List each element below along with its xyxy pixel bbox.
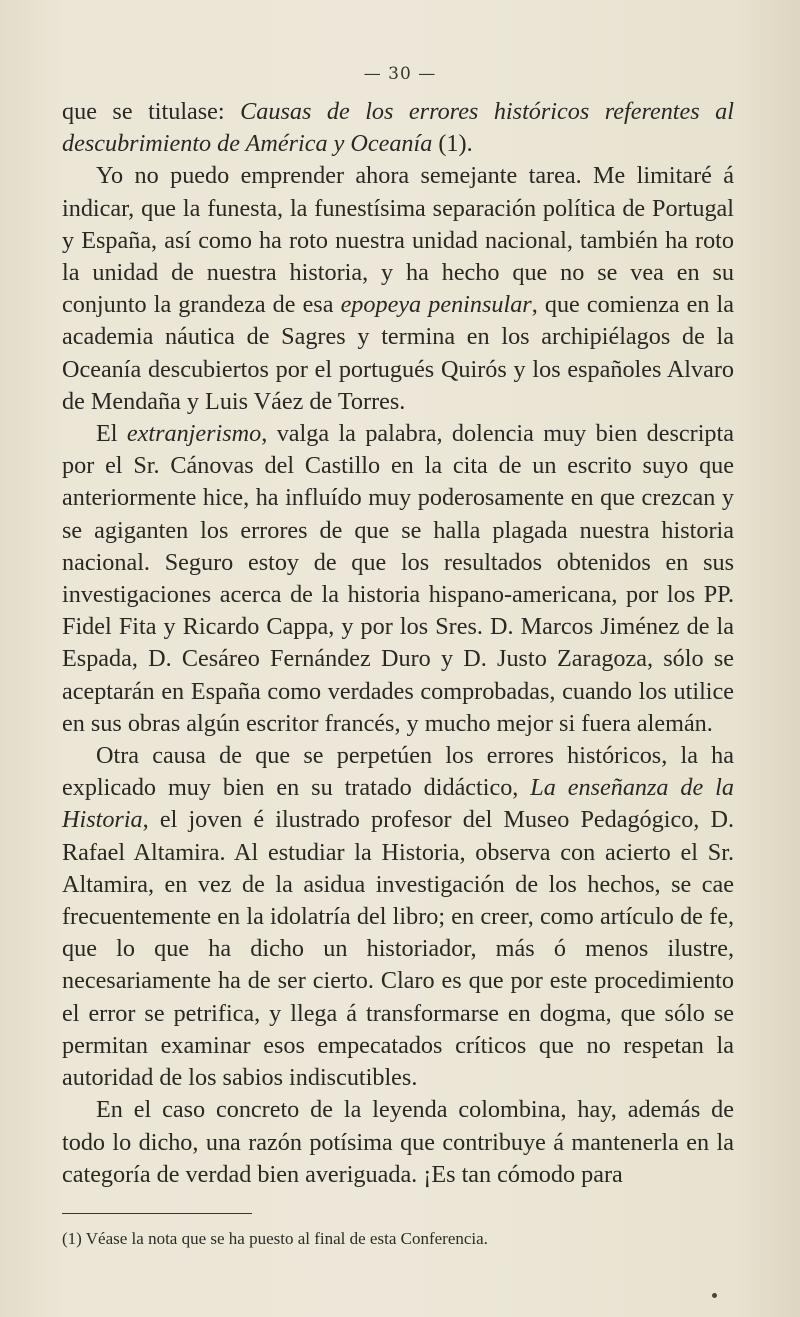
- text-run: , que comienza en la academia náutica de Sagres y termina en los archipiélagos de la Oceanía descubiertos por el portugués Quirós y los españoles Alvaro de Mendaña y Luis Váez de Torres.: [62, 291, 735, 415]
- text-run: , valga la palabra, dolencia muy bien descripta por el Sr. Cánovas del Castillo en la cita de un escrito suyo que anteriormente hice, ha influído muy poderosamente en que crezcan y se agiganten los errores de que se halla plagada nuestra historia nacional. Seguro estoy de que los resultados obtenidos en sus investigaciones acerca de la historia hispano-americana, por los PP. Fidel Fita y Ricardo Cappa, y por los Sres. D. Marcos Jiménez de la Espada, D. Cesáreo Fernández Duro y D. Justo Zaragoza, sólo se aceptarán en España como verdades comprobadas, cuando los utilice en sus obras algún escritor francés, y mucho mejor si fuera alemán.: [62, 420, 734, 737]
- text-run: El: [96, 420, 127, 448]
- text-run: Otra causa de que se perpetúen los errores históricos, la ha explicado muy bien en su tratado didáctico,: [62, 742, 734, 802]
- footnote-rule: [62, 1213, 252, 1214]
- body-text: [62, 96, 734, 1191]
- text-run: Yo no puedo emprender ahora semejante tarea. Me limitaré á indicar, que la funesta, la funestísima separación política de Portugal y España, así como ha roto nuestra unidad nacional, también ha roto la unidad de nuestra historia, y ha hecho que no se vea en su conjunto la grandeza de esa: [62, 162, 734, 319]
- italic-title: epopeya peninsular: [340, 291, 532, 319]
- text-run: En el caso concreto de la leyenda colombina, hay, además de todo lo dicho, una razón potísima que contribuye á mantenerla en la categoría de verdad bien averiguada. ¡Es tan cómodo para: [62, 1096, 734, 1188]
- paragraph: [62, 740, 734, 1094]
- paragraph: [62, 96, 734, 160]
- ink-spot: [712, 1293, 717, 1298]
- footnote: (1) Véase la nota que se ha puesto al final de esta Conferencia.: [62, 1229, 488, 1248]
- italic-title: Causas de los errores históricos referentes al descubrimiento de América y Oceanía: [62, 98, 734, 158]
- text-run: que se titulase:: [62, 98, 241, 125]
- paragraph: [62, 1094, 734, 1191]
- text-run: , el joven é ilustrado profesor del Museo Pedagógico, D. Rafael Altamira. Al estudiar la Historia, observa con acierto el Sr. Altamira, en vez de la asidua investigación de los hechos, se cae frecuentemente en la idolatría del libro; en creer, como artículo de fe, que lo que ha dicho un historiador, más ó menos ilustre, necesariamente ha de ser cierto. Claro es que por este procedimiento el error se petrifica, y llega á transformarse en dogma, que sólo se permitan examinar esos empecatados críticos que no respetan la autoridad de los sabios indiscutibles.: [62, 806, 734, 1092]
- italic-title: extranjerismo: [126, 420, 262, 448]
- paragraph: [62, 418, 734, 740]
- text-run: (1).: [432, 130, 473, 158]
- paragraph: [62, 160, 734, 418]
- page-number: — 30 —: [363, 64, 437, 84]
- italic-title: La enseñanza de la Historia: [62, 774, 734, 834]
